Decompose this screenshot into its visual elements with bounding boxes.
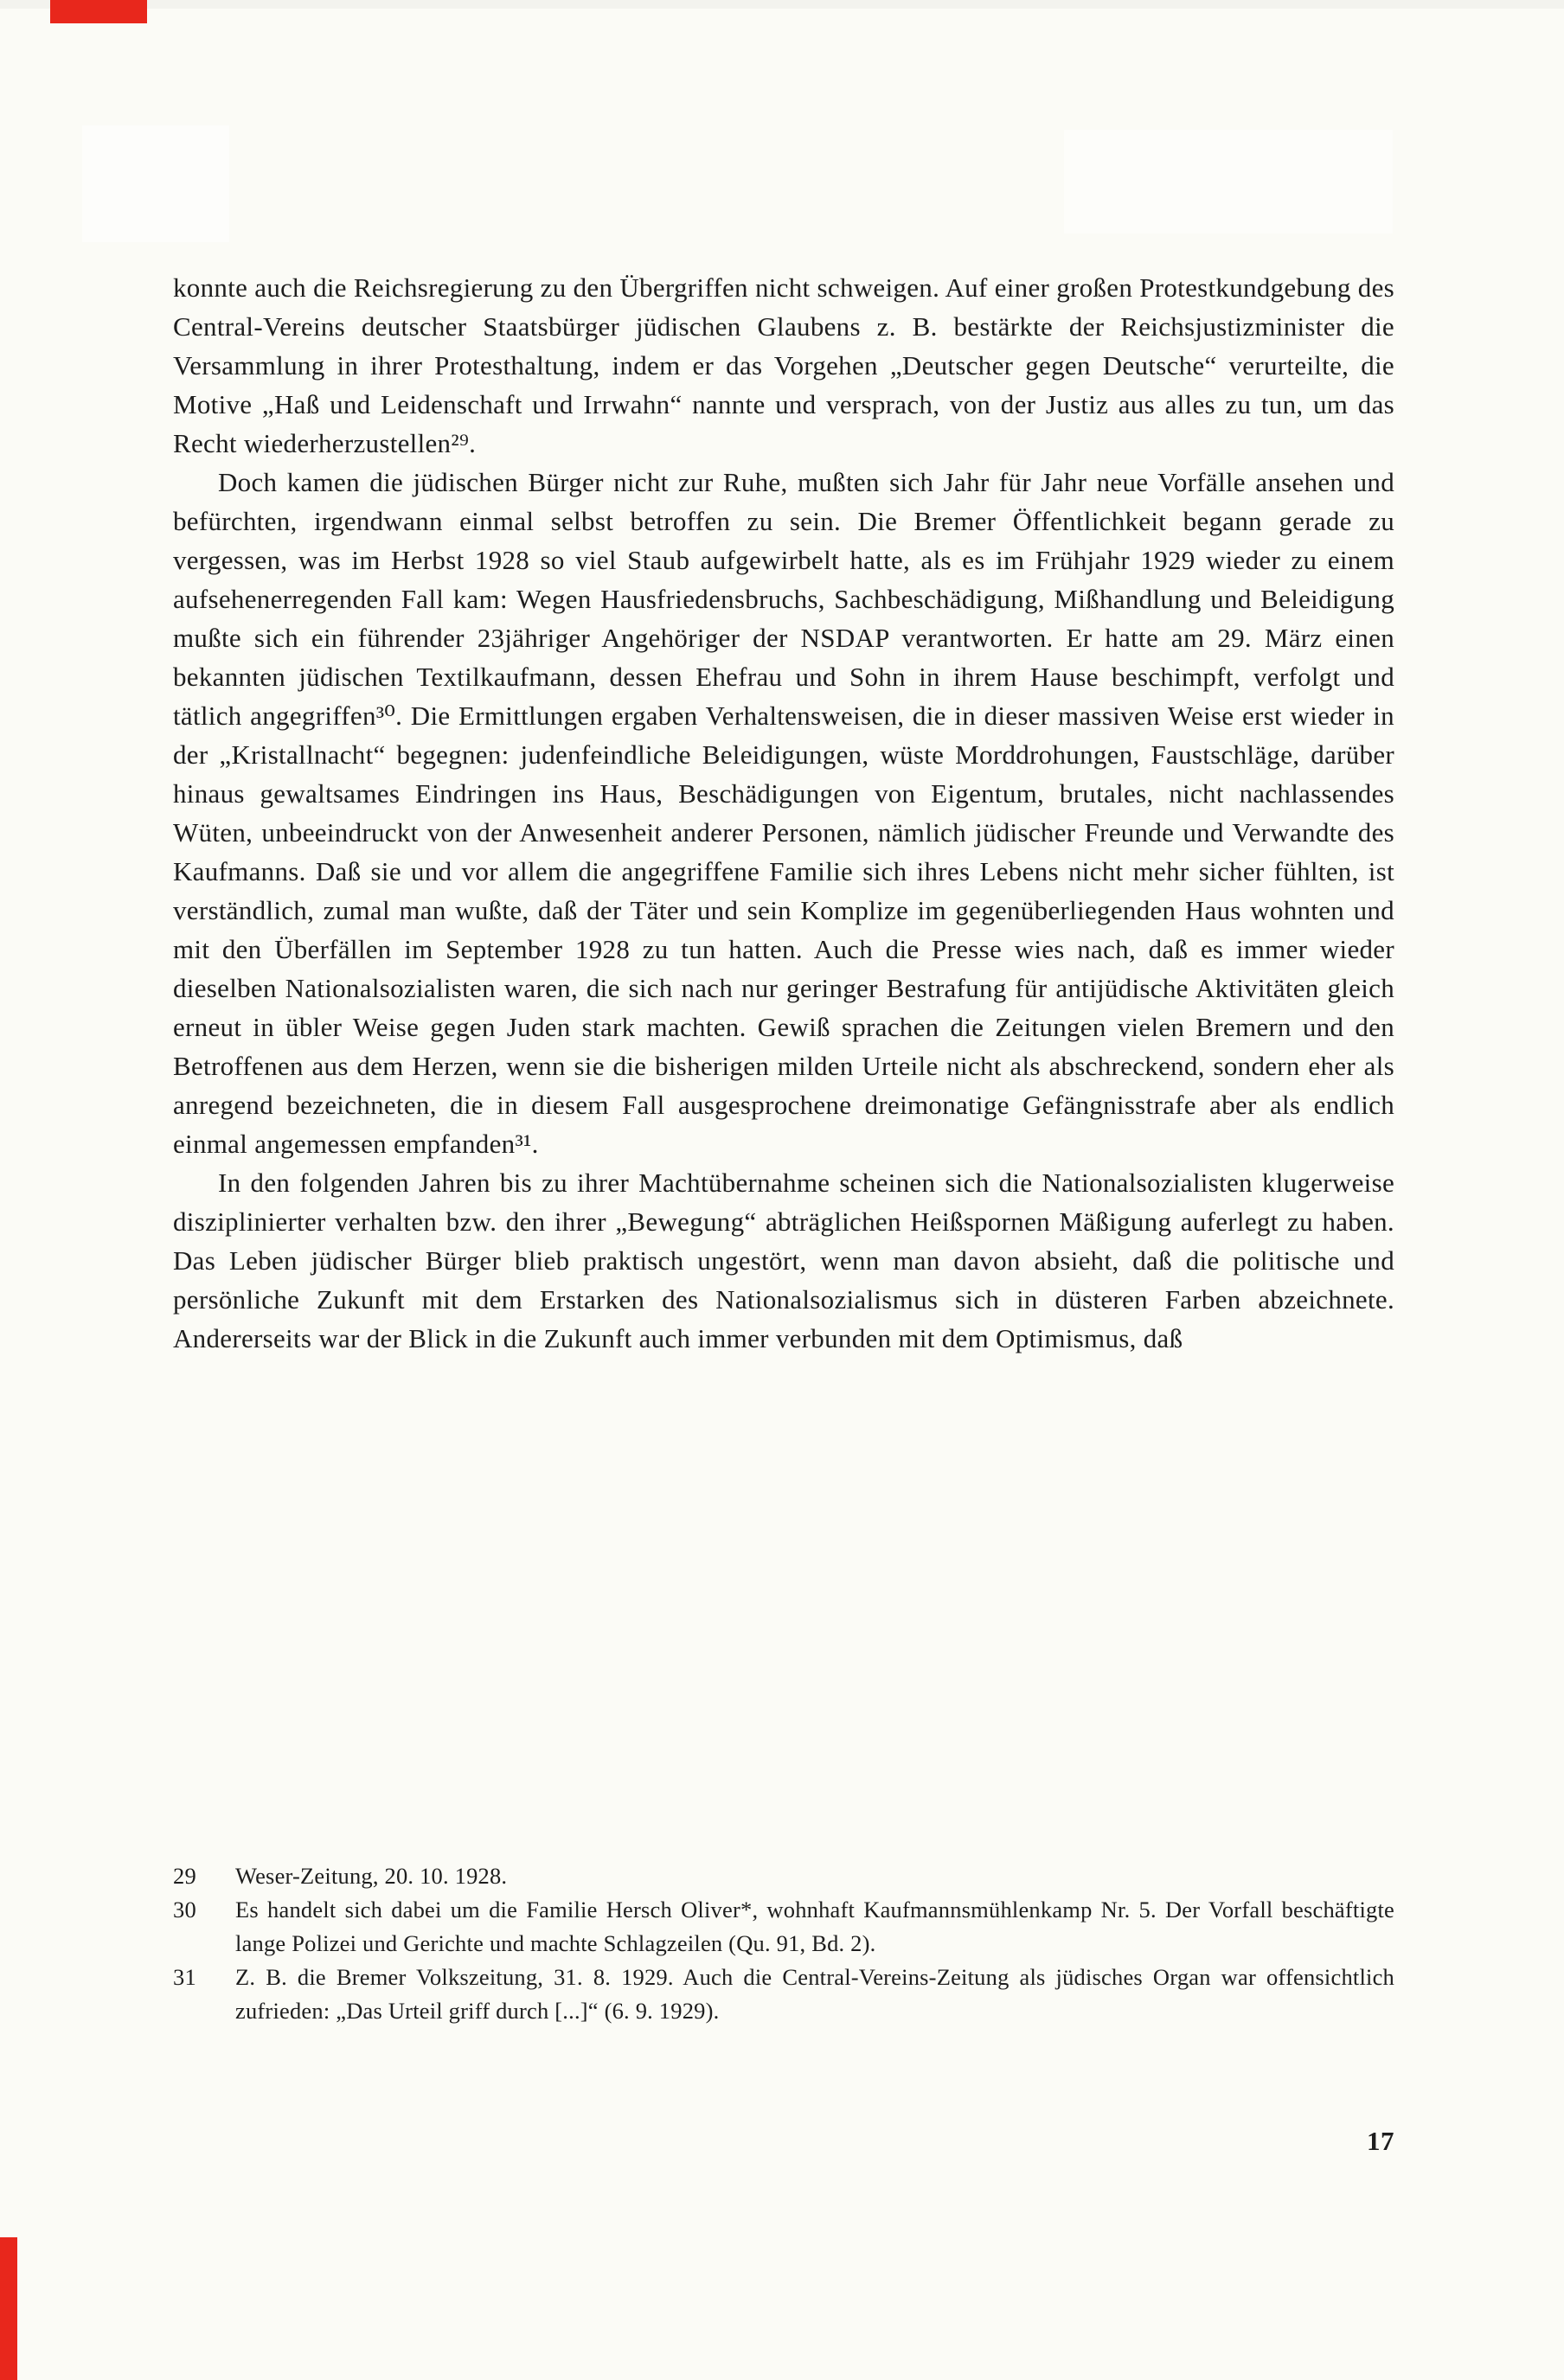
footnote-text: Es handelt sich dabei um die Familie Hersch Oliver*, wohnhaft Kaufmannsmühlenkamp Nr. 5. Der Vorfall beschäftigte lange Polizei und Gerichte und machte Schlagzeilen (Qu. 91, Bd. 2). [235, 1897, 1394, 1956]
footnote-number: 29 [173, 1863, 196, 1889]
footnote-text: Weser-Zeitung, 20. 10. 1928. [235, 1863, 508, 1889]
footnote [173, 1893, 1394, 1961]
footnote [173, 1961, 1394, 2028]
scan-artifact-red-bottom [0, 2237, 17, 2380]
footnote [173, 1859, 1394, 1893]
paragraph: Doch kamen die jüdischen Bürger nicht zur Ruhe, mußten sich Jahr für Jahr neue Vorfälle ansehen und befürchten, irgendwann einmal selbst betroffen zu sein. Die Bremer Öffentlichkeit begann gerade zu vergessen, was im Herbst 1928 so viel Staub aufgewirbelt hatte, als es im Frühjahr 1929 wieder zu einem aufsehenerregenden Fall kam: Wegen Hausfriedensbruchs, Sachbeschädigung, Mißhandlung und Beleidigung mußte sich ein führender 23jähriger Angehöriger der NSDAP verantworten. Er hatte am 29. März einen bekannten jüdischen Textilkaufmann, dessen Ehefrau und Sohn in ihrem Hause beschimpft, verfolgt und tätlich angegriffen³⁰. Die Ermittlungen ergaben Verhaltensweisen, die in dieser massiven Weise erst wieder in der „Kristallnacht“ begegnen: judenfeindliche Beleidigungen, wüste Morddrohungen, Faustschläge, darüber hinaus gewaltsames Eindringen ins Haus, Beschädigungen von Eigentum, brutales, nicht nachlassendes Wüten, unbeeindruckt von der Anwesenheit anderer Personen, nämlich jüdischer Freunde und Verwandte des Kaufmanns. Daß sie und vor allem die angegriffene Familie sich ihres Lebens nicht mehr sicher fühlten, ist verständlich, zumal man wußte, daß der Täter und sein Komplize im gegenüberliegenden Haus wohnten und mit den Überfällen im September 1928 zu tun hatten. Auch die Presse wies nach, daß es immer wieder dieselben Nationalsozialisten waren, die sich nach nur geringer Bestrafung für antijüdische Aktivitäten gleich erneut in übler Weise gegen Juden stark machten. Gewiß sprachen die Zeitungen vielen Bremern und den Betroffenen aus dem Herzen, wenn sie die bisherigen milden Urteile nicht als abschreckend, sondern eher als anregend bezeichneten, die in diesem Fall ausgesprochene dreimonatige Gefängnisstrafe aber als endlich einmal angemessen empfanden³¹. [173, 467, 1394, 1159]
footnote-number: 31 [173, 1964, 196, 1990]
footnote-number: 30 [173, 1897, 196, 1923]
scan-artifact-light-patch [82, 125, 229, 242]
scan-edge-shadow [0, 0, 1564, 9]
footnotes-block [173, 1859, 1394, 2028]
page-number: 17 [1367, 2126, 1394, 2156]
paragraph: In den folgenden Jahren bis zu ihrer Machtübernahme scheinen sich die Nationalsozialisten klugerweise disziplinierter verhalten bzw. den ihrer „Bewegung“ abträglichen Heißspornen Mäßigung auferlegt zu haben. Das Leben jüdischer Bürger blieb praktisch ungestört, wenn man davon absieht, daß die politische und persönliche Zukunft mit dem Erstarken des Nationalsozialismus sich in düsteren Farben abzeichnete. Andererseits war der Blick in die Zukunft auch immer verbunden mit dem Optimismus, daß [173, 1168, 1394, 1353]
paragraph-continuation: konnte auch die Reichsregierung zu den Übergriffen nicht schweigen. Auf einer großen Protestkundgebung des Central-Vereins deutscher Staatsbürger jüdischen Glaubens z. B. bestärkte der Reichsjustizminister die Versammlung in ihrer Protesthaltung, indem er das Vorgehen „Deutscher gegen Deutsche“ verurteilte, die Motive „Haß und Leidenschaft und Irrwahn“ nannte und versprach, von der Justiz aus alles zu tun, um das Recht wiederherzustellen²⁹. [173, 272, 1394, 458]
body-text-block [173, 268, 1394, 1358]
scan-artifact-red-top [50, 0, 147, 23]
scan-artifact-light-patch [1064, 130, 1393, 234]
footnote-text: Z. B. die Bremer Volkszeitung, 31. 8. 1929. Auch die Central-Vereins-Zeitung als jüdisches Organ war offensichtlich zufrieden: „Das Urteil griff durch [...]“ (6. 9. 1929). [235, 1964, 1394, 2024]
